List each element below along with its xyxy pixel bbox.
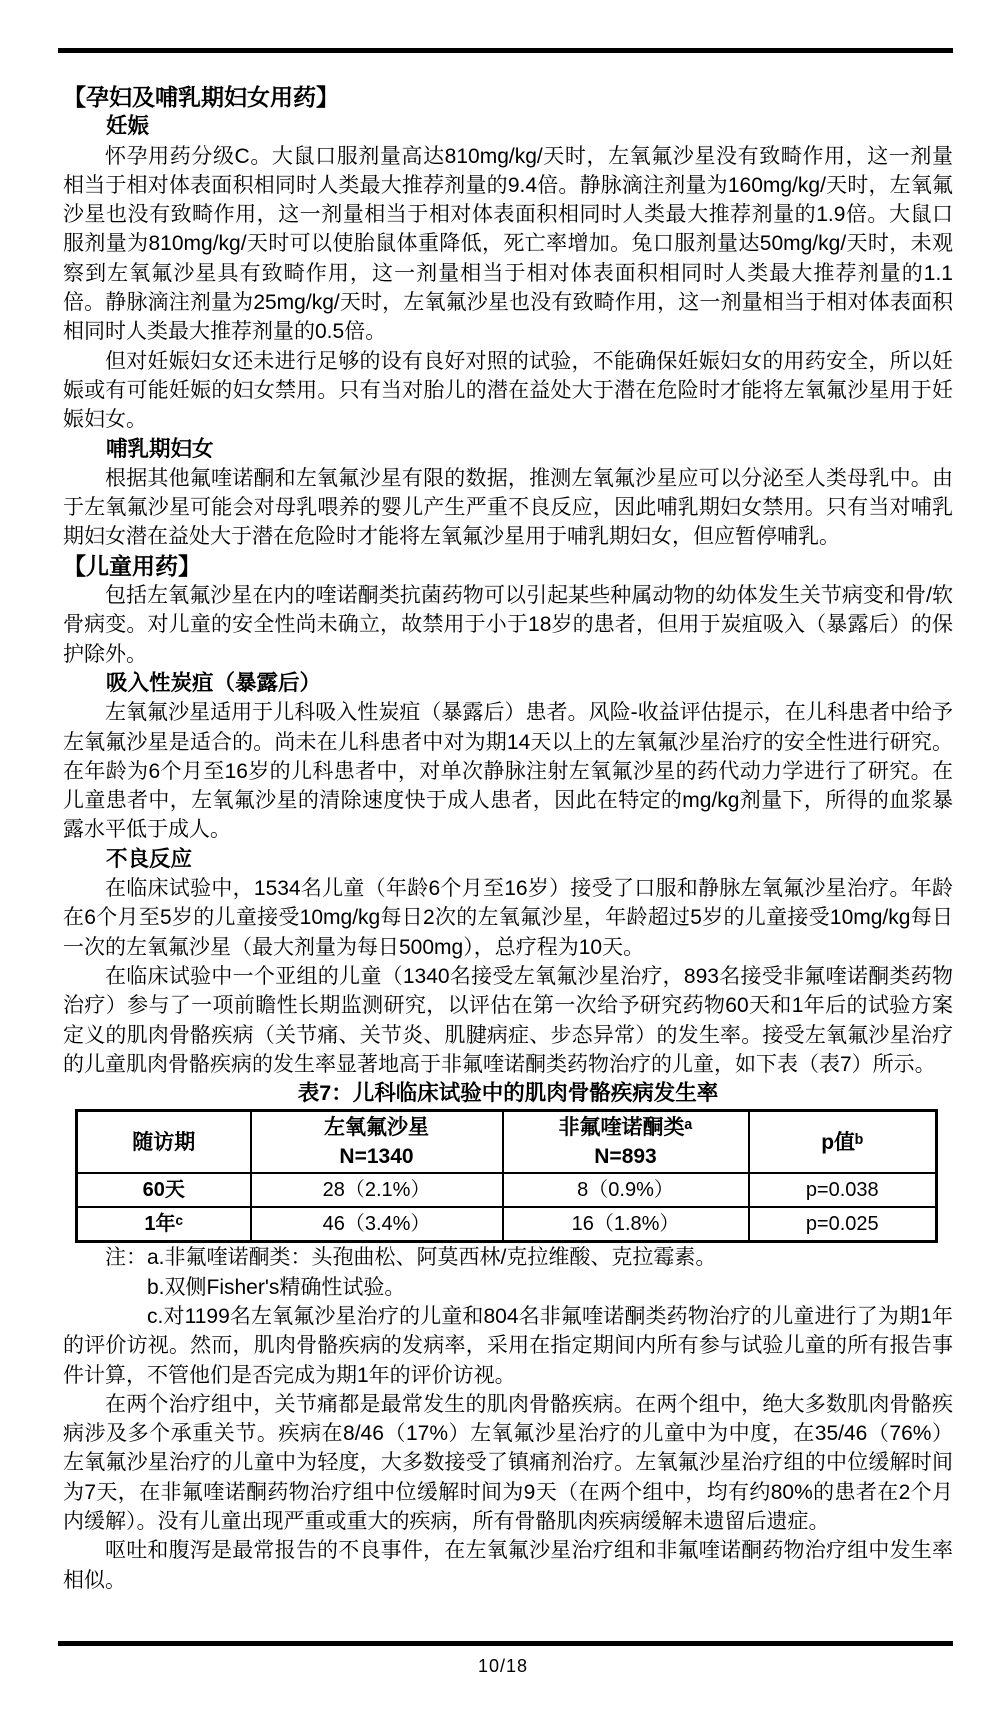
table7-cell-levo: 46（3.4%） xyxy=(251,1207,503,1242)
table7-row-1year xyxy=(77,1207,937,1242)
table7-cell-nonfluoro: 8（0.9%） xyxy=(503,1173,749,1207)
table7-header-row xyxy=(77,1111,937,1174)
table7-header-nonfluoroquinolone-n: N=893 xyxy=(594,1145,657,1169)
paragraph-pediatric-1: 包括左氧氟沙星在内的喹诺酮类抗菌药物可以引起某些种属动物的幼体发生关节病变和骨/软骨病变。对儿童的安全性尚未确立，故禁用于小于18岁的患者，但用于炭疽吸入（暴露后）的保护除外。 xyxy=(63,584,953,666)
paragraph-pregnancy-1: 怀孕用药分级C。大鼠口服剂量高达810mg/kg/天时，左氧氟沙星没有致畸作用，这一剂量相当于相对体表面积相同时人类最大推荐剂量的9.4倍。静脉滴注剂量为160mg/kg/天时，左氧氟沙星也没有致畸作用，这一剂量相当于相对体表面积相同时人类最大推荐剂量的1.9倍。大鼠口服剂量为810mg/kg/天时可以使胎鼠体重降低，死亡率增加。兔口服剂量达50mg/kg/天时，未观察到左氧氟沙星具有致畸作用，这一剂量相当于相对体表面积相同时人类最大推荐剂量的1.1倍。静脉滴注剂量为25mg/kg/天时，左氧氟沙星也没有致畸作用，这一剂量相当于相对体表面积相同时人类最大推荐剂量的0.5倍。 xyxy=(63,144,953,344)
table7-header-followup xyxy=(77,1111,251,1174)
subheading-pregnancy: 妊娠 xyxy=(106,114,150,139)
table7-cell-nonfluoro: 16（1.8%） xyxy=(503,1207,749,1242)
table7-row-60days xyxy=(77,1173,937,1207)
table7-footnote-a: 注：a.非氟喹诺酮类：头孢曲松、阿莫西林/克拉维酸、克拉霉素。 xyxy=(105,1246,717,1270)
subheading-adverse-reactions: 不良反应 xyxy=(106,846,193,871)
paragraph-adverse-2: 在临床试验中一个亚组的儿童（1340名接受左氧氟沙星治疗，893名接受非氟喹诺酮类药物治疗）参与了一项前瞻性长期监测研究，以评估在第一次给予研究药物60天和1年后的试验方案定义的肌肉骨骼疾病（关节痛、关节炎、肌腱病症、步态异常）的发生率。接受左氧氟沙星治疗的儿童肌肉骨骼疾病的发生率显著地高于非氟喹诺酮类药物治疗的儿童，如下表（表7）所示。 xyxy=(63,964,953,1076)
table7-header-levofloxacin-name: 左氧氟沙星 xyxy=(324,1116,429,1140)
table7-cell-levo: 28（2.1%） xyxy=(251,1173,503,1207)
table7-cell-pvalue: p=0.025 xyxy=(749,1207,937,1242)
table7-cell-period: 1年ᶜ xyxy=(77,1207,251,1242)
table7-header-pvalue-label: p值ᵇ xyxy=(821,1130,864,1154)
table7-footnote-b: b.双侧Fisher's精确性试验。 xyxy=(147,1275,406,1299)
table7-footnote-c: c.对1199名左氧氟沙星治疗的儿童和804名非氟喹诺酮类药物治疗的儿童进行了为期1年的评价访视。然而，肌肉骨骼疾病的发病率，采用在指定期间内所有参与试验儿童的所有报告事件计算，不管他们是否完成为期1年的评价访视。 xyxy=(63,1304,953,1387)
table7 xyxy=(75,1109,938,1243)
table7-header-levofloxacin xyxy=(251,1111,503,1174)
subheading-lactation: 哺乳期妇女 xyxy=(106,436,214,461)
table7-header-followup-label: 随访期 xyxy=(132,1130,196,1154)
section-heading-pregnancy-lactation: 【孕妇及哺乳期妇女用药】 xyxy=(63,84,339,110)
paragraph-pregnancy-2: 但对妊娠妇女还未进行足够的设有良好对照的试验，不能确保妊娠妇女的用药安全，所以妊娠或有可能妊娠的妇女禁用。只有当对胎儿的潜在益处大于潜在危险时才能将左氧氟沙星用于妊娠妇女。 xyxy=(63,349,953,432)
table7-header-nonfluoroquinolone-name: 非氟喹诺酮类ᵃ xyxy=(558,1116,693,1140)
paragraph-adverse-1: 在临床试验中，1534名儿童（年龄6个月至16岁）接受了口服和静脉左氧氟沙星治疗。年龄在6个月至5岁的儿童接受10mg/kg每日2次的左氧氟沙星，年龄超过5岁的儿童接受10mg/kg每日一次的左氧氟沙星（最大剂量为每日500mg），总疗程为10天。 xyxy=(63,877,953,959)
page-content xyxy=(58,83,953,1595)
table7-cell-period: 60天 xyxy=(77,1173,251,1207)
subheading-inhalational-anthrax: 吸入性炭疽（暴露后） xyxy=(106,670,322,695)
top-rule xyxy=(58,48,953,53)
bottom-rule xyxy=(58,1641,953,1646)
table7-cell-pvalue: p=0.038 xyxy=(749,1173,937,1207)
paragraph-vomiting-diarrhea: 呕吐和腹泻是最常报告的不良事件，在左氧氟沙星治疗组和非氟喹诺酮药物治疗组中发生率相似。 xyxy=(63,1539,953,1592)
page-number: 10/18 xyxy=(477,1656,529,1676)
section-heading-pediatric-use: 【儿童用药】 xyxy=(63,552,201,579)
paragraph-lactation-1: 根据其他氟喹诺酮和左氧氟沙星有限的数据，推测左氧氟沙星应可以分泌至人类母乳中。由于左氧氟沙星可能会对母乳喂养的婴儿产生严重不良反应，因此哺乳期妇女禁用。只有当对哺乳期妇女潜在益处大于潜在危险时才能将左氧氟沙星用于哺乳期妇女，但应暂停哺乳。 xyxy=(63,466,953,549)
table7-header-levofloxacin-n: N=1340 xyxy=(339,1145,414,1169)
table7-title: 表7：儿科临床试验中的肌肉骨骼疾病发生率 xyxy=(297,1081,719,1106)
paragraph-anthrax-1: 左氧氟沙星适用于儿科吸入性炭疽（暴露后）患者。风险-收益评估提示，在儿科患者中给予左氧氟沙星是适合的。尚未在儿科患者中对为期14天以上的左氧氟沙星治疗的安全性进行研究。在年龄为6个月至16岁的儿科患者中，对单次静脉注射左氧氟沙星的药代动力学进行了研究。在儿童患者中，左氧氟沙星的清除速度快于成人患者，因此在特定的mg/kg剂量下，所得的血浆暴露水平低于成人。 xyxy=(63,701,953,842)
table7-header-nonfluoroquinolone xyxy=(503,1111,749,1174)
table7-header-pvalue xyxy=(749,1111,937,1174)
paragraph-musculoskeletal-outcome: 在两个治疗组中，关节痛都是最常发生的肌肉骨骼疾病。在两个组中，绝大多数肌肉骨骼疾病涉及多个承重关节。疾病在8/46（17%）左氧氟沙星治疗的儿童中为中度，在35/46（76%）左氧氟沙星治疗的儿童中为轻度，大多数接受了镇痛剂治疗。左氧氟沙星治疗组的中位缓解时间为7天，在非氟喹诺酮药物治疗组中位缓解时间为9天（在两个组中，均有约80%的患者在2个月内缓解）。没有儿童出现严重或重大的疾病，所有骨骼肌肉疾病缓解未遗留后遗症。 xyxy=(63,1392,953,1534)
